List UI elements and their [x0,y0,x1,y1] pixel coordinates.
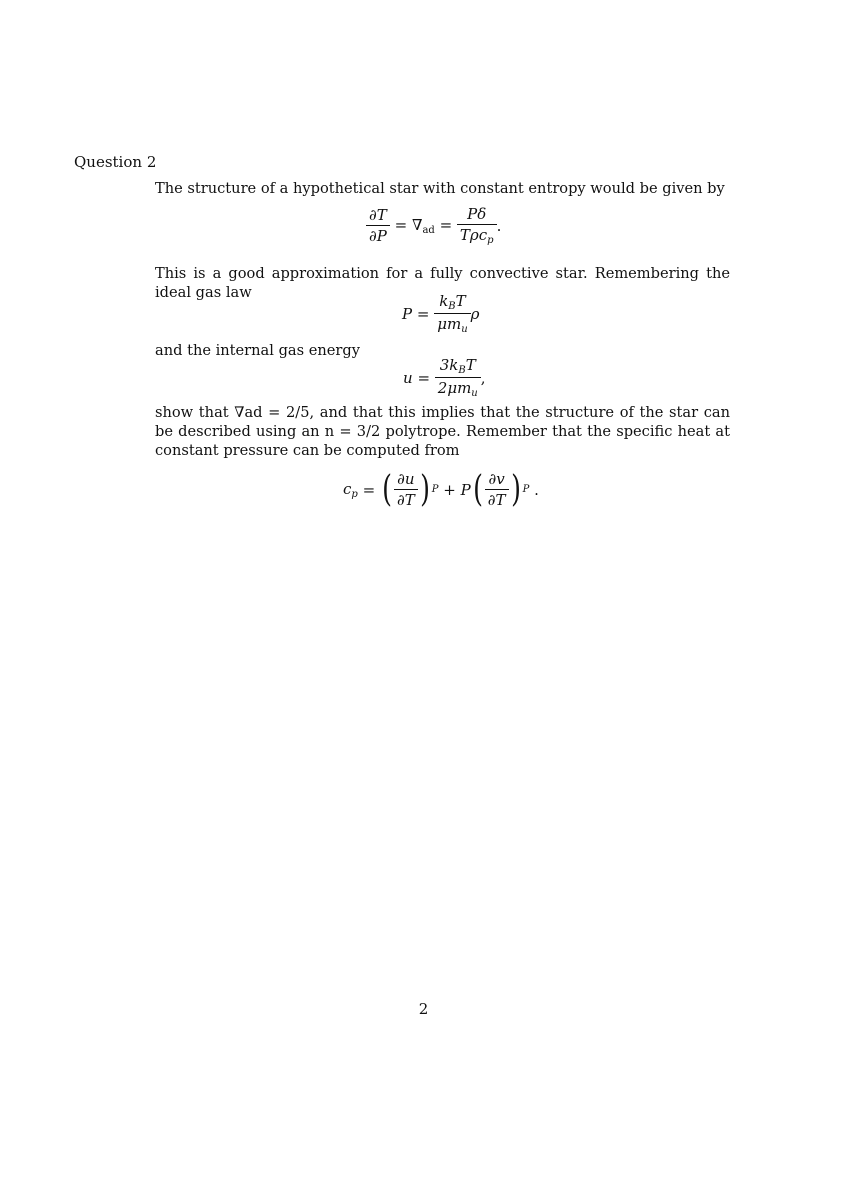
question-label: Question 2 [74,153,157,171]
ideal-gas-paragraph: This is a good approximation for a fully convective star. Remembering the ideal gas law [155,265,730,301]
gas-energy-paragraph: and the internal gas energy [155,342,360,359]
equation-adiabatic-gradient: $\frac{\partial T}{\partial P}$ = $\nabla_{ad}$ = Pδ Tρc$_p$ . [366,205,501,246]
equation-ideal-gas-law: P = $k_BT$ $\mu m_u$ ρ [402,292,480,335]
task-paragraph: show that ∇ad = 2/5, and that this implies that the structure of the star can be described using an n = 3/2 polytrope. Remember that the specific heat at constant pressure can be computed from [155,404,730,459]
equation-internal-energy: u = $3k_BT$ $2\mu m_u$ , [403,356,486,399]
intro-paragraph: The structure of a hypothetical star with constant entropy would be given by [155,180,725,197]
page-number: 2 [418,1000,429,1018]
equation-specific-heat: $c_p$ = ( ∂u ∂T ) P + P ( ∂v ∂T ) P . [343,468,539,510]
